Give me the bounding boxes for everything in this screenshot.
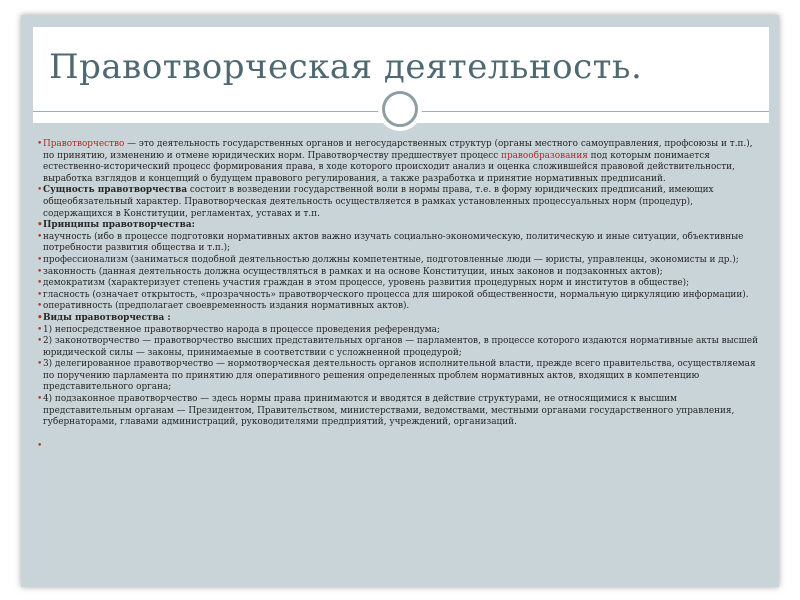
types-heading: • Виды правотворчества : <box>37 313 765 325</box>
definition-tail: под которым понимается естественно-исторический процесс формирования права, в ходе которого происходит анализ и оценка сложившейся правовой действительности, выработка взглядов и концепций о будущем правового регулирования, а также разработка и принятие нормативных предписаний. <box>43 150 735 184</box>
term-pravotvorchestvo: Правотворчество <box>43 139 125 149</box>
list-item: • научность (ибо в процессе подготовки нормативных актов важно изучать социально-экономическую, политическую и иные ситуации, объективные потребности развития общества и т.п.); <box>37 232 765 255</box>
slide <box>21 15 779 587</box>
definition-text: — это деятельность государственных органов и негосударственных структур (органы местного самоуправления, профсоюзы и т.п.), по принятию, изменению и отмене юридических норм. Правотворчеству предшествует процесс <box>43 139 753 161</box>
term-pravoobrazovanie: правообразования <box>501 150 588 161</box>
divider-circle-icon <box>382 91 418 127</box>
principles-heading: • Принципы правотворчества: <box>37 220 765 232</box>
list-item: • 2) законотворчество — правотворчество высших представительных органов — парламентов, в процессе которого издаются нормативные акты высшей юридической силы — законы, принимаемые в соответствии с усложненной процедурой; <box>37 336 765 359</box>
paragraph-definition <box>37 139 765 185</box>
essence-lead: Сущность правотворчества <box>43 185 188 196</box>
list-item: • 4) подзаконное правотворчество — здесь нормы права принимаются и вводятся в действие структурами, не относящимися к высшим представительным органам — Президентом, Правительством, министерствами, ведомствами, местными органами государственного управления, губернаторами, главами администраций, руководителями предприятий, учреждений, организаций. <box>37 394 765 429</box>
list-item: • демократизм (характеризует степень участия граждан в этом процессе, уровень развития процедурных норм и институтов в обществе); <box>37 278 765 290</box>
paragraph-essence <box>37 185 765 220</box>
essence-text: состоит в возведении государственной воли в нормы права, т.е. в форму юридических предписаний, имеющих общеобязательный характер. Правотворческая деятельность осуществляется в рамках установленных процессуальных норм (процедур), содержащихся в Конституции, регламентах, уставах и т.п. <box>43 185 714 219</box>
list-item: • профессионализм (заниматься подобной деятельностью должны компетентные, подготовленные люди — юристы, управленцы, экономисты и др.); <box>37 255 765 267</box>
list-item: • гласность (означает открытость, «прозрачность» правотворческого процесса для широкой общественности, нормальную циркуляцию информации). <box>37 290 765 302</box>
list-item: • оперативность (предполагает своевременность издания нормативных актов). <box>37 301 765 313</box>
slide-title: Правотворческая деятельность. <box>49 47 643 87</box>
slide-content <box>37 139 765 441</box>
list-item: • 1) непосредственное правотворчество народа в процессе проведения референдума; <box>37 325 765 337</box>
list-item: • 3) делегированное правотворчество — нормотворческая деятельность органов исполнительной власти, прежде всего правительства, осуществляемая по поручению парламента по принятию для оперативного решения определенных проблем нормативных актов, входящих в компетенцию представительного органа; <box>37 359 765 394</box>
list-item: • законность (данная деятельность должна осуществляться в рамках и на основе Конституции, иных законов и подзаконных актов); <box>37 267 765 279</box>
